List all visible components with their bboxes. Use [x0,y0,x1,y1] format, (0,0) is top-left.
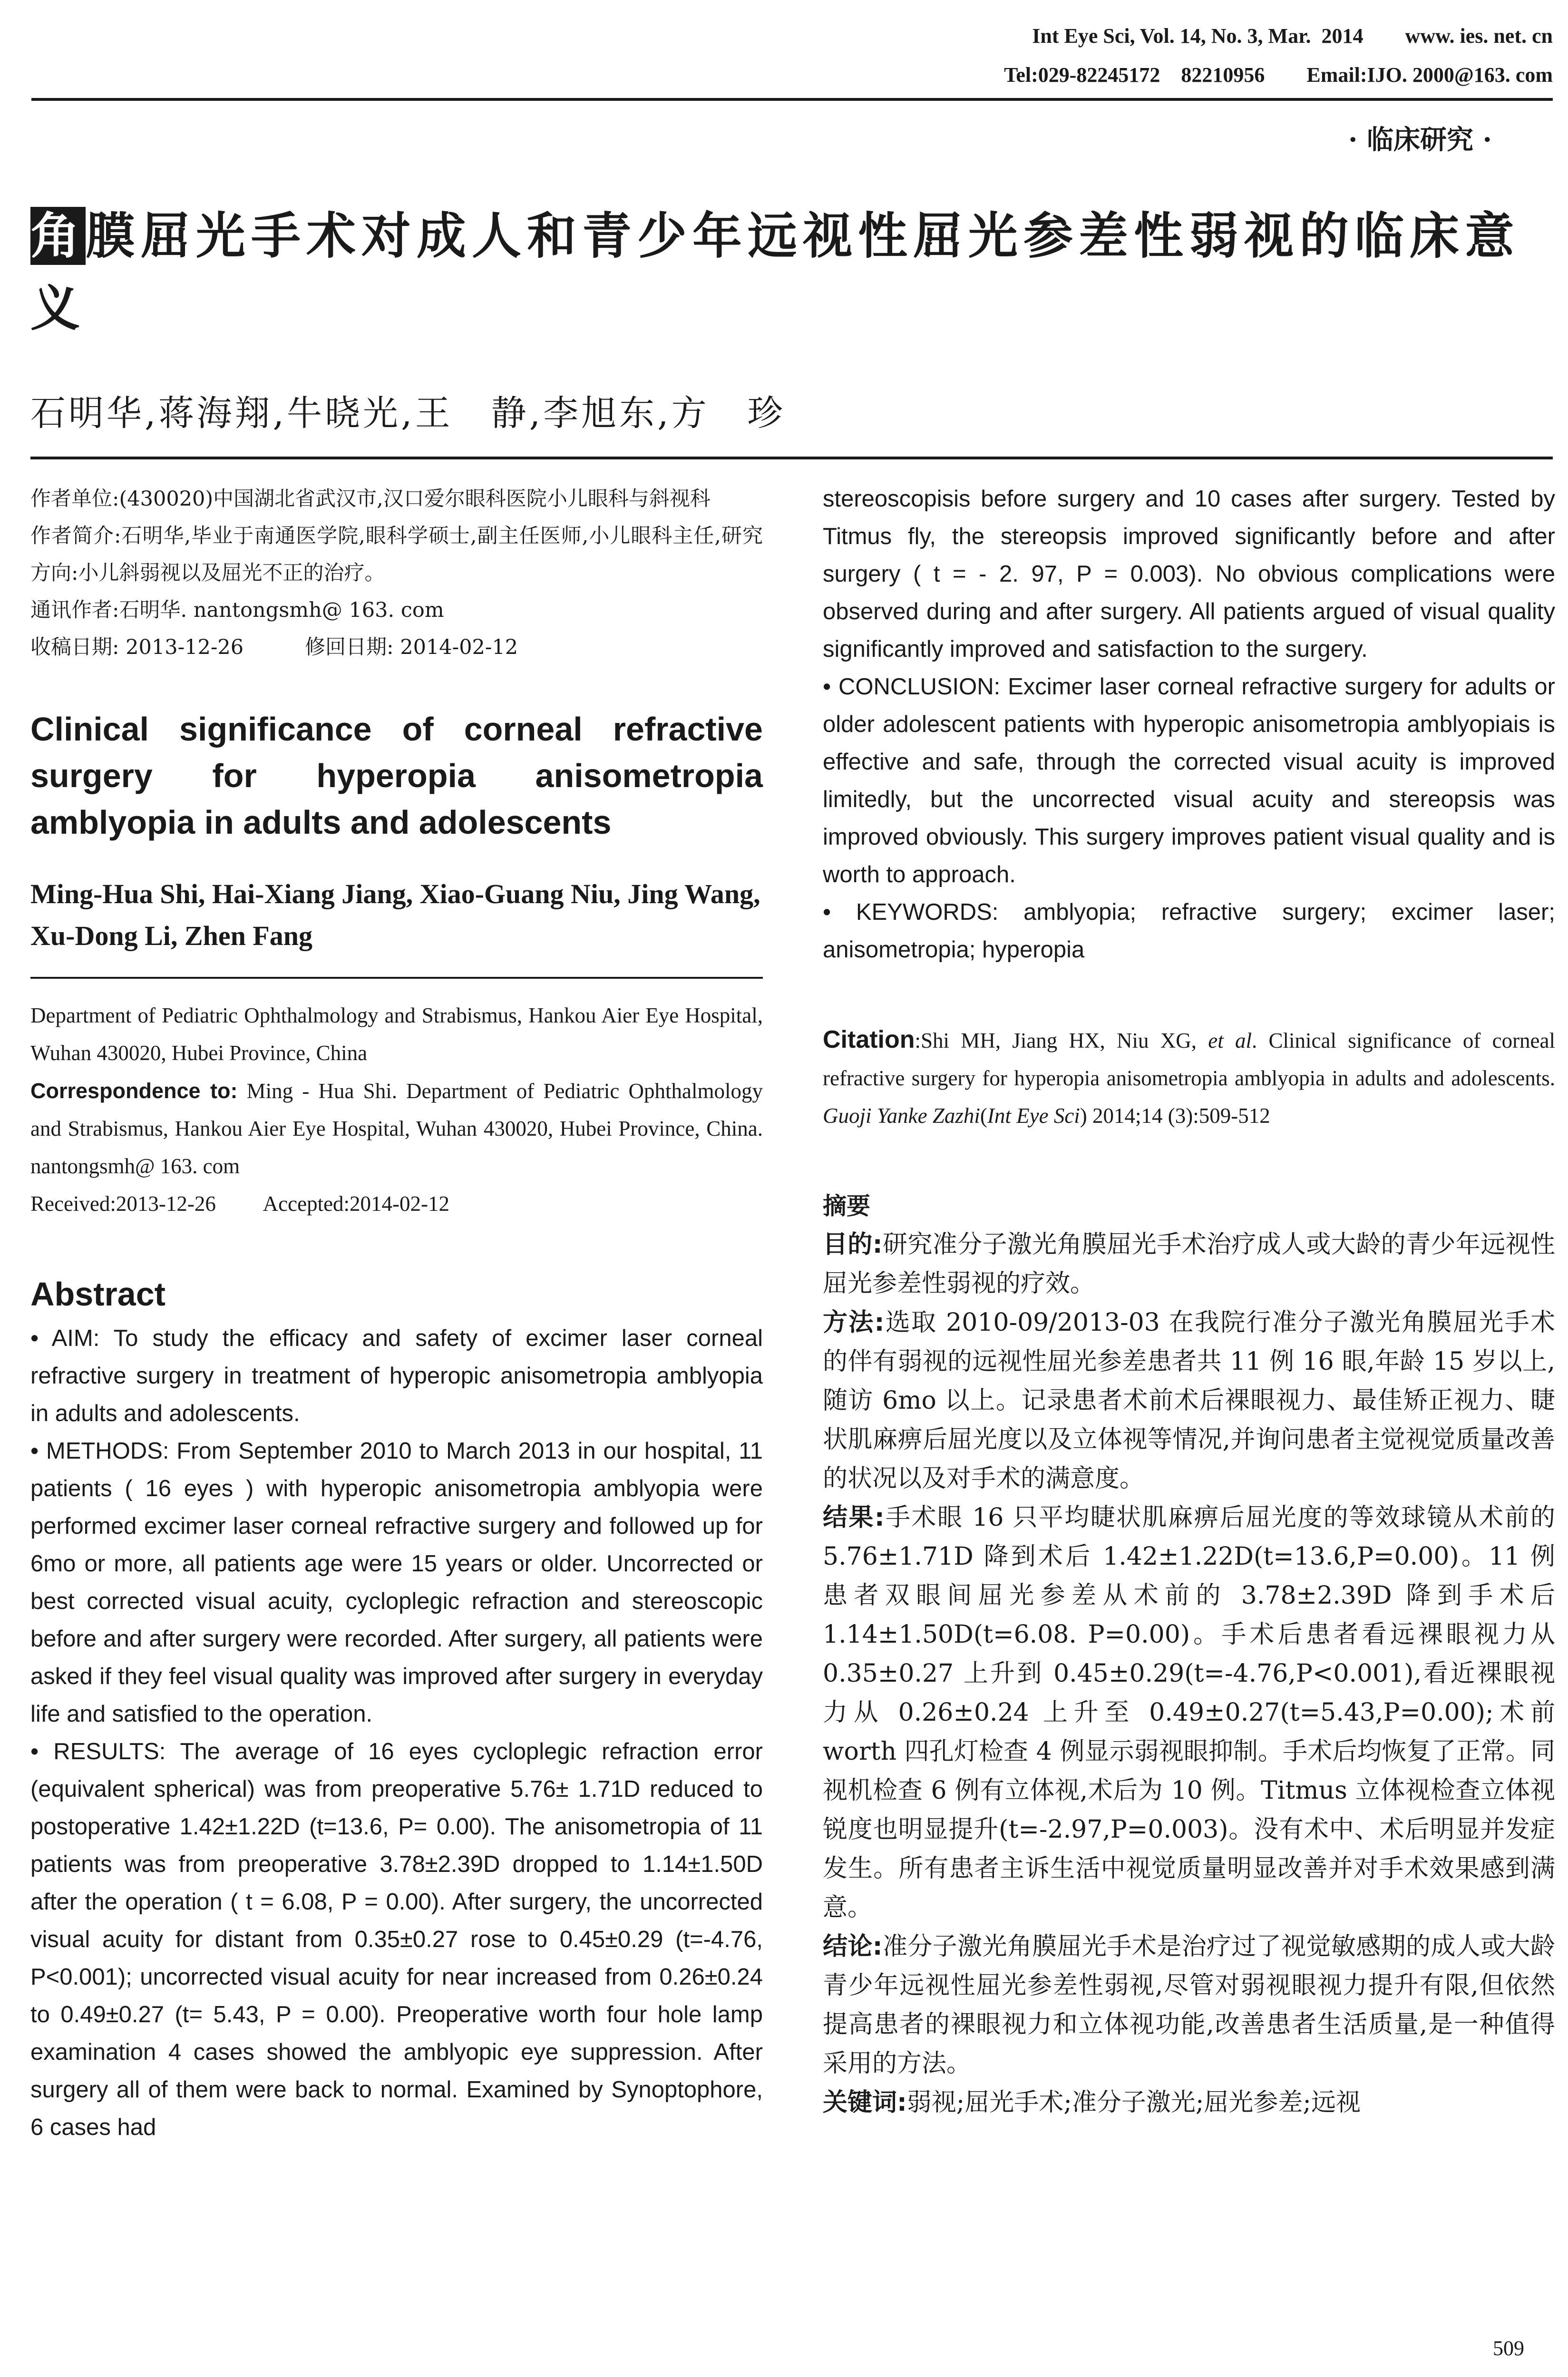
dates-en: Received:2013-12-26 Accepted:2014-02-12 [30,1192,450,1216]
abstract-keywords: • KEYWORDS: amblyopia; refractive surgery; excimer laser; anisometropia; hyperopia [823,899,1555,963]
authors-en: Ming-Hua Shi, Hai-Xiang Jiang, Xiao-Guang Niu, Jing Wang, Xu-Dong Li, Zhen Fang [30,878,760,951]
title-rest: 膜屈光手术对成人和青少年远视性屈光参差性弱视的临床意义 [30,207,1520,337]
section-tag: · 临床研究 · [1348,124,1492,156]
running-header-contact: Tel:029-82245172 82210956 Email:IJO. 2000@163. com [1004,63,1553,87]
authors-rule [30,977,763,979]
cn-abstract-heading: 摘要 [823,1192,870,1220]
title-rule [30,457,1553,459]
article-title-en: Clinical significance of corneal refractive surgery for hyperopia anisometropia amblyopia in adults and adolescents [30,711,763,841]
abstract-methods: • METHODS: From September 2010 to March 2013 in our hospital, 11 patients ( 16 eyes ) with hyperopic anisometropia amblyopia were performed excimer laser corneal refractive surgery and followed up for 6mo or more, all patients age were 15 years or older. Uncorrected or best corrected visual acuity, cycloplegic refraction and stereoscopic before and after surgery were recorded. After surgery, all patients were asked if they feel visual quality was improved after surgery in everyday life and satisfied to the operation. [30,1438,763,1727]
department-en: Department of Pediatric Ophthalmology and Strabismus, Hankou Aier Eye Hospital, Wuhan 430020, Hubei Province, China [30,1003,763,1065]
left-column [30,480,763,2146]
abstract-heading: Abstract [30,1276,166,1313]
abstract-conclusion: • CONCLUSION: Excimer laser corneal refractive surgery for adults or older adolescent patients with hyperopic anisometropia amblyopiais is effective and safe, through the corrected visual acuity is improved limitedly, but the uncorrected visual acuity and stereopsis was improved obviously. This surgery improves patient visual quality and is worth to approach. [823,674,1555,887]
correspondence-en [30,1072,763,1185]
correspondence-label: Correspondence to: [30,1079,238,1103]
authors-cn: 石明华,蒋海翔,牛晓光,王 静,李旭东,方 珍 [30,393,786,434]
running-header-journal: Int Eye Sci, Vol. 14, No. 3, Mar. 2014 www. ies. net. cn [1032,24,1553,48]
right-column [823,480,1555,2122]
page-number: 509 [1493,2337,1524,2360]
article-title-cn [30,200,1552,344]
cn-abstract-methods: 方法:选取 2010-09/2013-03 在我院行准分子激光角膜屈光手术的伴有弱视的远视性屈光参差患者共 11 例 16 眼,年龄 15 岁以上,随访 6mo 以上。记录患者术前术后裸眼视力、最佳矫正视力、睫状肌麻痹后屈光度以及立体视等情况,并询问患者主觉视觉质量改善的状况以及对手术的满意度。 [823,1308,1556,1493]
abstract-results: • RESULTS: The average of 16 eyes cycloplegic refraction error (equivalent spherical) was from preoperative 5.76± 1.71D reduced to postoperative 1.42±1.22D (t=13.6, P= 0.00). The anisometropia of 11 patients was from preoperative 3.78±2.39D dropped to 1.14±1.50D after the operation ( t = 6.08, P = 0.00). After surgery, the uncorrected visual acuity for distant from 0.35±0.27 rose to 0.45±0.29 (t=-4.76, P<0.001); uncorrected visual acuity for near increased from 0.26±0.24 to 0.49±0.27 (t= 5.43, P = 0.00). Preoperative worth four hole lamp examination 4 cases showed the amblyopic eye suppression. After surgery all of them were back to normal. Examined by Synoptophore, 6 cases had [30,1739,763,2140]
citation: Citation:Shi MH, Jiang HX, Niu XG, et al. Clinical significance of corneal refractive surgery for hyperopia anisometropia amblyopia in adults and adolescents. Guoji Yanke Zazhi(Int Eye Sci) 2014;14 (3):509-512 [823,1026,1556,1128]
corresponding-author: 通讯作者:石明华. nantongsmh@ 163. com [30,598,444,622]
cn-abstract-conclusion: 结论:准分子激光角膜屈光手术是治疗过了视觉敏感期的成人或大龄青少年远视性屈光参差性弱视,尽管对弱视眼视力提升有限,但依然提高患者的裸眼视力和立体视功能,改善患者生活质量,是一种值得采用的方法。 [823,1932,1555,2078]
author-bio: 作者简介:石明华,毕业于南通医学院,眼科学硕士,副主任医师,小儿眼科主任,研究方向:小儿斜弱视以及屈光不正的治疗。 [30,524,763,585]
cn-abstract-results: 结果:手术眼 16 只平均睫状肌麻痹后屈光度的等效球镜从术前的 5.76±1.71D 降到术后 1.42±1.22D(t=13.6,P=0.00)。11 例患者双眼间屈光参差从术前的 3.78±2.39D 降到手术后 1.14±1.50D(t=6.08. P=0.00)。手术后患者看远裸眼视力从 0.35±0.27 上升到 0.45±0.29(t=-4.76,P<0.001),看近裸眼视力从 0.26±0.24 上升至 0.49±0.27(t=5.43,P=0.00);术前 worth 四孔灯检查 4 例显示弱视眼抑制。手术后均恢复了正常。同视机检查 6 例有立体视,术后为 10 例。Titmus 立体视检查立体视锐度也明显提升(t=-2.97,P=0.003)。没有术中、术后明显并发症发生。所有患者主诉生活中视觉质量明显改善并对手术效果感到满意。 [823,1503,1555,1922]
abstract-aim: • AIM: To study the efficacy and safety of excimer laser corneal refractive surgery in treatment of hyperopic anisometropia amblyopia in adults and adolescents. [30,1325,763,1426]
abstract-results-continued: stereoscopisis before surgery and 10 cases after surgery. Tested by Titmus fly, the stereopsis improved significantly before and after surgery ( t = - 2. 97, P = 0.003). No obvious complications were observed during and after surgery. All patients argued of visual quality significantly improved and satisfaction to the surgery. [823,486,1555,662]
dates-cn: 收稿日期: 2013-12-26 修回日期: 2014-02-12 [30,635,518,659]
author-unit: 作者单位:(430020)中国湖北省武汉市,汉口爱尔眼科医院小儿眼科与斜视科 [30,487,711,511]
citation-label: Citation [823,1026,915,1053]
cn-abstract-keywords: 关键词:弱视;屈光手术;准分子激光;屈光参差;远视 [823,2088,1361,2117]
header-rule [31,98,1553,101]
title-first-char: 角 [30,207,86,265]
correspondence-text: Ming - Hua Shi. Department of Pediatric Ophthalmology and Strabismus, Hankou Aier Eye Hospital, Wuhan 430020, Hubei Province, China. nantongsmh@ 163. com [30,1079,763,1178]
cn-abstract-aim: 目的:研究准分子激光角膜屈光手术治疗成人或大龄的青少年远视性屈光参差性弱视的疗效。 [823,1230,1555,1298]
